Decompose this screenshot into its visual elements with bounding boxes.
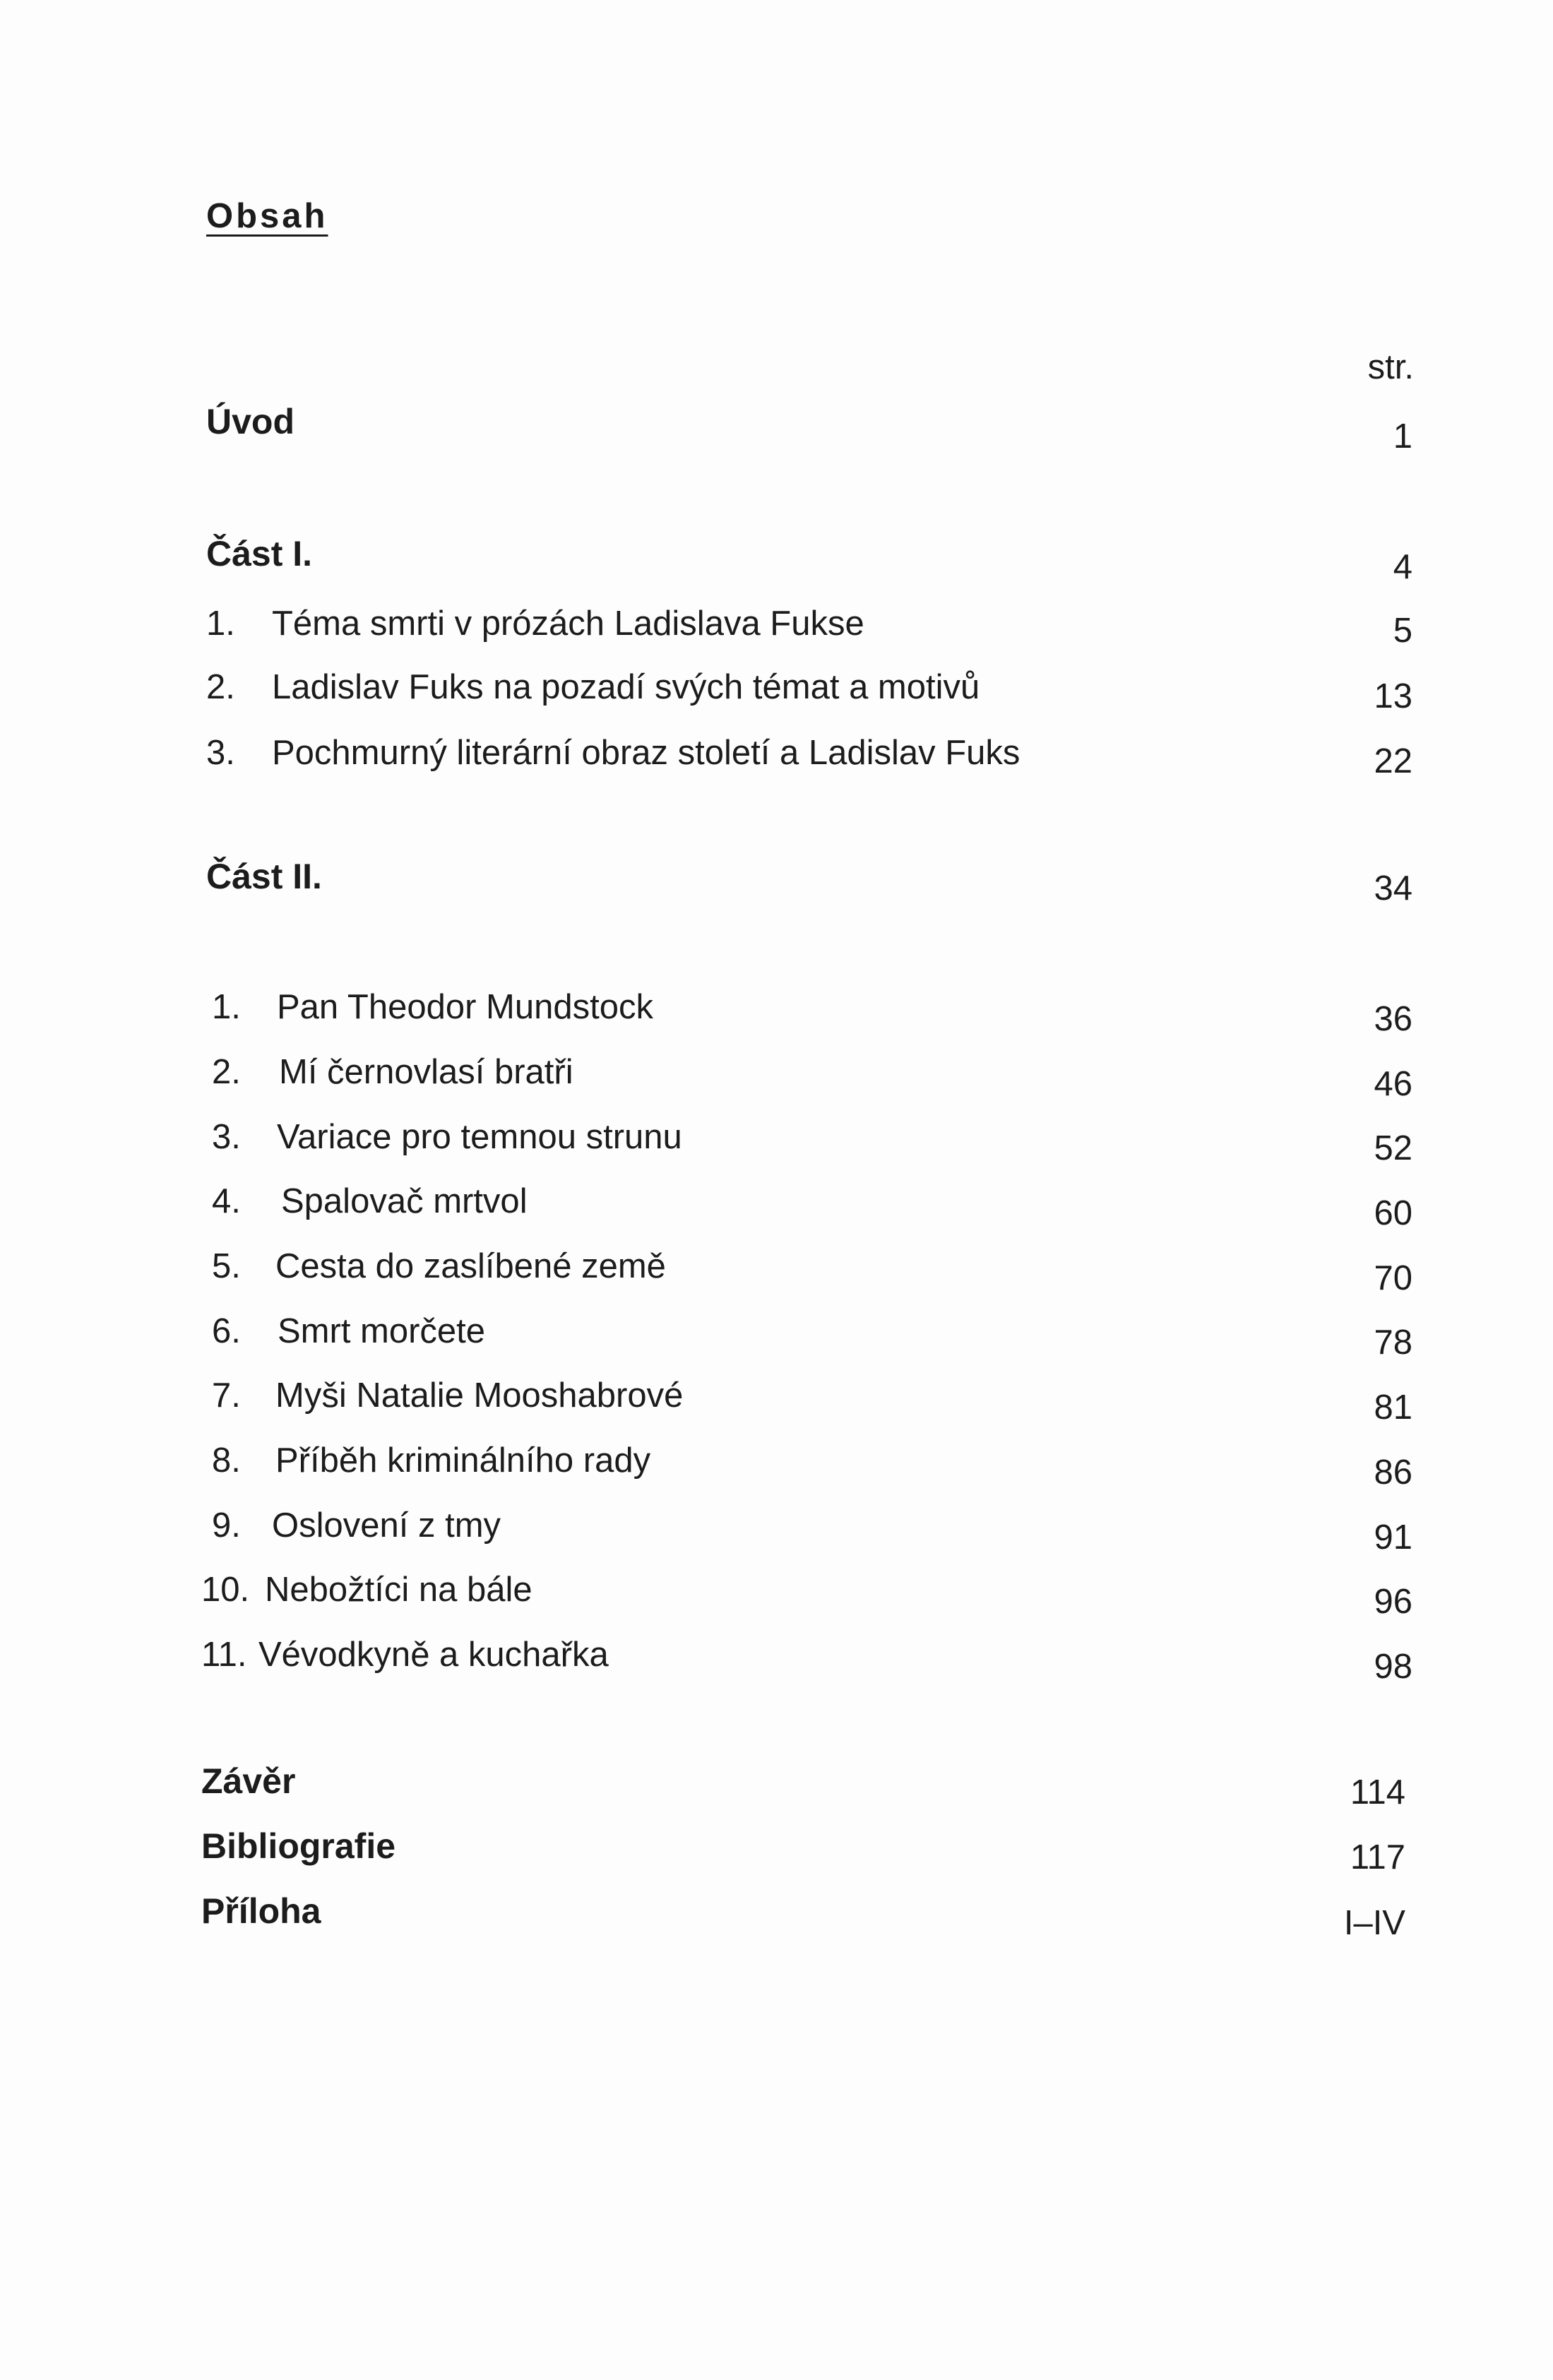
toc-zaver-label: Závěr bbox=[201, 1761, 296, 1801]
toc-priloha-label: Příloha bbox=[201, 1891, 321, 1931]
toc-part2-item-5-num: 5. bbox=[212, 1247, 241, 1285]
toc-part1-page: 4 bbox=[1393, 548, 1412, 586]
toc-bibliografie-page: 117 bbox=[1350, 1838, 1405, 1876]
toc-part2-item-7-page: 81 bbox=[1374, 1388, 1412, 1427]
toc-part2-item-9-page: 91 bbox=[1374, 1518, 1412, 1557]
toc-part2-item-6-num: 6. bbox=[212, 1312, 241, 1350]
toc-part2-item-7-title: Myši Natalie Mooshabrové bbox=[275, 1376, 684, 1415]
toc-part2-item-11-page: 98 bbox=[1374, 1648, 1412, 1686]
toc-zaver-page: 114 bbox=[1350, 1773, 1405, 1811]
page-title: Obsah bbox=[206, 197, 328, 235]
toc-part1-item-2-title: Ladislav Fuks na pozadí svých témat a motivů bbox=[272, 668, 980, 706]
toc-part2-item-9-title: Oslovení z tmy bbox=[272, 1506, 501, 1545]
toc-part2-item-1-page: 36 bbox=[1374, 1000, 1412, 1038]
toc-part2-item-10-page: 96 bbox=[1374, 1583, 1412, 1621]
toc-part2-item-3-page: 52 bbox=[1374, 1129, 1412, 1167]
toc-part2-item-4-page: 60 bbox=[1374, 1194, 1412, 1232]
toc-part2-item-1-title: Pan Theodor Mundstock bbox=[277, 988, 653, 1026]
toc-part2-item-8-num: 8. bbox=[212, 1441, 241, 1480]
toc-part1-item-1-title: Téma smrti v prózách Ladislava Fukse bbox=[272, 605, 864, 643]
toc-part2-item-6-title: Smrt morčete bbox=[278, 1312, 486, 1350]
toc-part2-item-8-page: 86 bbox=[1374, 1453, 1412, 1492]
toc-part1-item-3-page: 22 bbox=[1374, 742, 1412, 780]
toc-part2-item-3-title: Variace pro temnou strunu bbox=[277, 1118, 682, 1156]
page-column-label: str. bbox=[1367, 348, 1414, 386]
toc-part2-item-1-num: 1. bbox=[212, 988, 241, 1026]
toc-part2-item-11-num: 11. bbox=[201, 1636, 247, 1674]
toc-part2-item-2-num: 2. bbox=[212, 1053, 241, 1091]
toc-part2-item-5-page: 70 bbox=[1374, 1259, 1412, 1297]
toc-part2-item-10-num: 10. bbox=[201, 1571, 250, 1609]
toc-part2-item-4-num: 4. bbox=[212, 1182, 241, 1220]
toc-part2-item-9-num: 9. bbox=[212, 1506, 241, 1545]
toc-part1-item-1-page: 5 bbox=[1393, 612, 1412, 650]
toc-part2-label: Část II. bbox=[206, 857, 322, 896]
toc-part1-item-2-num: 2. bbox=[206, 668, 235, 706]
toc-bibliografie-label: Bibliografie bbox=[201, 1826, 396, 1866]
toc-part2-item-2-title: Mí černovlasí bratři bbox=[279, 1053, 573, 1091]
toc-part1-item-3-title: Pochmurný literární obraz století a Ladislav Fuks bbox=[272, 734, 1021, 772]
toc-part1-item-2-page: 13 bbox=[1374, 677, 1412, 715]
toc-part2-item-8-title: Příběh kriminálního rady bbox=[275, 1441, 651, 1480]
toc-part2-item-10-title: Nebožtíci na bále bbox=[265, 1571, 532, 1609]
toc-part1-label: Část I. bbox=[206, 534, 313, 573]
toc-part2-item-6-page: 78 bbox=[1374, 1323, 1412, 1362]
toc-part2-item-3-num: 3. bbox=[212, 1118, 241, 1156]
toc-part1-item-3-num: 3. bbox=[206, 734, 235, 772]
toc-part2-item-2-page: 46 bbox=[1374, 1065, 1412, 1103]
toc-part2-item-11-title: Vévodkyně a kuchařka bbox=[258, 1636, 609, 1674]
toc-part1-item-1-num: 1. bbox=[206, 605, 235, 643]
toc-part2-item-5-title: Cesta do zaslíbené země bbox=[275, 1247, 666, 1285]
toc-uvod-label: Úvod bbox=[206, 402, 294, 441]
toc-part2-item-4-title: Spalovač mrtvol bbox=[281, 1182, 528, 1220]
toc-priloha-page: I–IV bbox=[1343, 1904, 1405, 1942]
toc-part2-page: 34 bbox=[1374, 869, 1412, 908]
toc-part2-item-7-num: 7. bbox=[212, 1376, 241, 1415]
toc-uvod-page: 1 bbox=[1393, 417, 1412, 456]
